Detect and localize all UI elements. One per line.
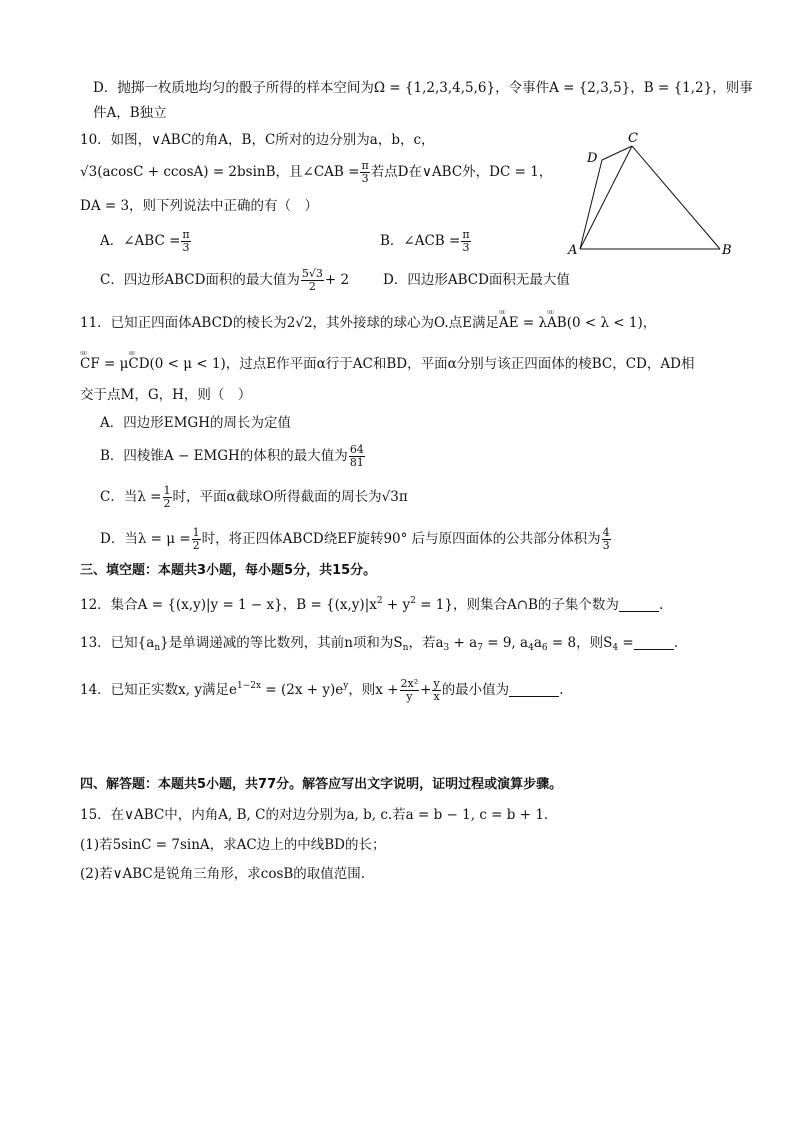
q11-stem-line1: 11．已知正四面体ABCD的棱长为2√2，其外接球的球心为O.点E满足ᵁᵁᵁ AE = λᵁᵁᵁ AB(0 < λ < 1)， (80, 313, 656, 333)
q9-option-d-line1: D．抛掷一枚质地均匀的骰子所得的样本空间为Ω = {1,2,3,4,5,6}，令事件A = {2,3,5}，B = {1,2}，则事 (93, 80, 753, 96)
q11-option-d: D．当λ = μ = $\frac{1}{2}$ 时，将正四体ABCD绕EF旋转90° 后与原四面体的公共部分体积为 $\frac{4}{3}$ (100, 526, 610, 552)
q10-option-b: B．∠ACB = $\frac{\pi}{3}$ (380, 228, 470, 254)
q10-stem-line1: 10．如图，∨ABC的角A，B，C所对的边分别为a，b，c， (80, 132, 435, 148)
vertex-label-d: D (587, 151, 598, 166)
q9-option-d-line2: 件A，B独立 (93, 105, 167, 121)
q10-option-d: D．四边形ABCD面积无最大值 (383, 272, 570, 288)
q11-stem-line3: 交于点M，G，H，则（ ） (80, 387, 252, 403)
q15-part-1: (1)若5sinC = 7sinA，求AC边上的中线BD的长； (80, 837, 386, 853)
q10-stem-line3: DA = 3，则下列说法中正确的有（ ） (80, 198, 319, 214)
section-4-title: 四、解答题：本题共5小题，共77分。解答应写出文字说明，证明过程或演算步骤。 (80, 777, 563, 792)
q14-stem: 14．已知正实数x, y满足$e^{1-2x} = (2x + y)e^y$，则x + $\frac{\text{2x²}}{y}$ + $\frac{y}{x}$ 的最小值为 . (80, 677, 564, 703)
edge-ad (580, 160, 602, 249)
q10-angle-fraction: $\frac{\pi}{3}$ (361, 159, 369, 185)
vertex-label-c: C (628, 131, 638, 146)
edge-bc (632, 146, 720, 249)
vertex-label-a: A (568, 243, 578, 258)
q11-option-c: C．当λ = $\frac{1}{2}$ 时，平面α截球O所得截面的周长为√3π (100, 484, 408, 510)
q10-stem-line2: √3(acosC + ccosA) = 2bsinB，且∠CAB = $\frac{\pi}{3}$ 若点D在∨ABC外，DC = 1， (80, 159, 553, 185)
q15-part-2: (2)若∨ABC是锐角三角形，求cosB的取值范围. (80, 866, 366, 882)
edge-dc (602, 146, 632, 160)
q11-stem-line2: ᵁᵁᵁ CF = μᵁᵁᵁ CD(0 < μ < 1)，过点E作平面α行于AC和BD，平面α分别与该正四面体的棱BC，CD，AD相 (80, 354, 694, 374)
q15-stem: 15．在∨ABC中，内角A, B, C的对边分别为a, b, c.若a = b − 1, c = b + 1. (80, 807, 549, 823)
q12-answer-blank[interactable] (619, 597, 659, 612)
q10-option-c: C．四边形ABCD面积的最大值为 $\frac{5√3}{2}$ + 2 (100, 267, 350, 293)
vertex-label-b: B (722, 243, 732, 258)
q11-option-b: B．四棱锥A − EMGH的体积的最大值为 $\frac{64}{81}$ (100, 443, 364, 469)
q14-answer-blank[interactable] (509, 682, 559, 697)
q10-option-a: A．∠ABC = $\frac{\pi}{3}$ (100, 228, 190, 254)
q13-stem: 13．已知$\{a_n\}$是单调递减的等比数列，其前n项和为$S_n$，若$a_3 + a_7 = 9$, $a_4a_6 = 8$，则$S_4$ = . (80, 635, 678, 653)
q13-answer-blank[interactable] (634, 635, 674, 650)
q11-option-a: A．四边形EMGH的周长为定值 (100, 415, 291, 431)
section-3-title: 三、填空题：本题共3小题，每小题5分，共15分。 (80, 563, 377, 578)
q10-quadrilateral-figure (560, 130, 740, 260)
q12-stem: 12．集合A = {(x,y)|y = 1 − x}，$B = \{(x,y)|x^2 + y^2 = 1\}$，则集合A∩B的子集个数为 . (80, 596, 664, 613)
